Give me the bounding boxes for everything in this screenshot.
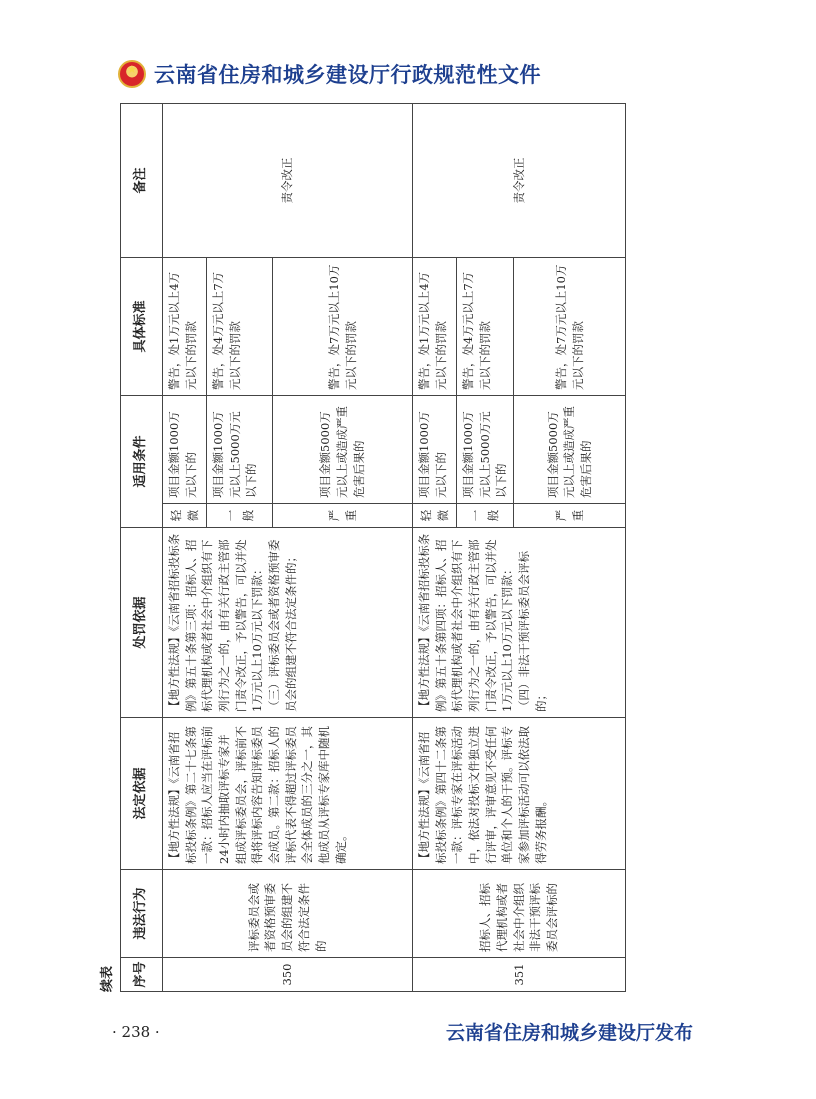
header-title: 云南省住房和城乡建设厅行政规范性文件 (154, 63, 541, 87)
condition-cell: 项目金额1000万元以上5000万元以下的 (457, 395, 514, 503)
table-row (413, 103, 457, 991)
standard-cell: 警告，处1万元以上4万元以下的罚款 (163, 257, 207, 395)
level-cell: 严重 (273, 504, 413, 528)
remark-cell: 责令改正 (413, 103, 626, 257)
penalty-basis-cell (163, 528, 413, 718)
national-emblem-icon (118, 60, 146, 88)
condition-cell: 项目金额1000万元以上5000万元以下的 (207, 395, 273, 503)
legal-basis-cell: 【地方性法规】《云南省招标投标条例》第四十二条第一款：评标专家在评标活动中，依法对投标文件独立进行评审，评审意见不受任何单位和个人的干预。评标专家参加评标活动可以依法取得劳务报酬。 (413, 718, 626, 870)
level-cell: 一般 (207, 504, 273, 528)
penalty-table (120, 103, 626, 992)
page-number: · 238 · (112, 1023, 160, 1041)
violation-cell: 招标人、招标代理机构或者社会中介组织非法干预评标委员会评标的 (413, 870, 626, 958)
violation-cell: 评标委员会或者资格预审委员会的组建不符合法定条件的 (163, 870, 413, 958)
row-number: 351 (413, 958, 626, 992)
col-header-condition: 适用条件 (121, 395, 163, 527)
standard-cell: 警告，处7万元以上10万元以下的罚款 (514, 257, 626, 395)
level-cell: 一般 (457, 504, 514, 528)
penalty-basis-text: 【地方性法规】《云南省招标投标条例》第五十条第四项：招标人、招标代理机构或者社会中介组织有下列行为之一的，由有关行政主管部门责令改正，予以警告，可以并处1万元以上10万元以下罚款： (417, 533, 515, 712)
standard-cell: 警告，处1万元以上4万元以下的罚款 (413, 257, 457, 395)
penalty-basis-text: 【地方性法规】《云南省招标投标条例》第五十条第三项：招标人、招标代理机构或者社会中介组织有下列行为之一的，由有关行政主管部门责令改正，予以警告，可以并处1万元以上10万元以下罚款： (167, 533, 265, 712)
level-cell: 轻微 (163, 504, 207, 528)
penalty-basis-item: （四）非法干预评标委员会评标的； (517, 551, 548, 712)
condition-cell: 项目金额5000万元以上或造成严重危害后果的 (514, 395, 626, 503)
level-cell: 轻微 (413, 504, 457, 528)
condition-cell: 项目金额1000万元以下的 (163, 395, 207, 503)
col-header-no: 序号 (121, 958, 163, 992)
remark-cell: 责令改正 (163, 103, 413, 257)
standard-cell: 警告，处7万元以上10万元以下的罚款 (273, 257, 413, 395)
table-header-row (121, 103, 163, 991)
document-header (118, 56, 541, 92)
condition-cell: 项目金额1000万元以下的 (413, 395, 457, 503)
row-number: 350 (163, 958, 413, 992)
standard-cell: 警告，处4万元以上7万元以下的罚款 (457, 257, 514, 395)
col-header-violation: 违法行为 (121, 870, 163, 958)
col-header-penalty-basis: 处罚依据 (121, 528, 163, 718)
col-header-remark: 备注 (121, 103, 163, 257)
col-header-standard: 具体标准 (121, 257, 163, 395)
col-header-legal-basis: 法定依据 (121, 718, 163, 870)
rotated-table-area (96, 104, 624, 992)
legal-basis-cell: 【地方性法规】《云南省招标投标条例》第二十七条第一款：招标人应当在评标前24小时内抽取评标专家并组成评标委员会，评标前不得将评标内容告知评标委员会成员。第二款：招标人的评标代表不得超过评标委员会全体成员的三分之一，其他成员从评标专家库中随机确定。 (163, 718, 413, 870)
table-row (163, 103, 207, 991)
level-cell: 严重 (514, 504, 626, 528)
publisher-footer: 云南省住房和城乡建设厅发布 (446, 1022, 694, 1044)
standard-cell: 警告，处4万元以上7万元以下的罚款 (207, 257, 273, 395)
penalty-basis-item: （三）评标委员会或者资格预审委员会的组建不符合法定条件的； (267, 539, 298, 712)
penalty-basis-cell (413, 528, 626, 718)
continue-label: 续表 (100, 965, 115, 992)
condition-cell: 项目金额5000万元以上或造成严重危害后果的 (273, 395, 413, 503)
